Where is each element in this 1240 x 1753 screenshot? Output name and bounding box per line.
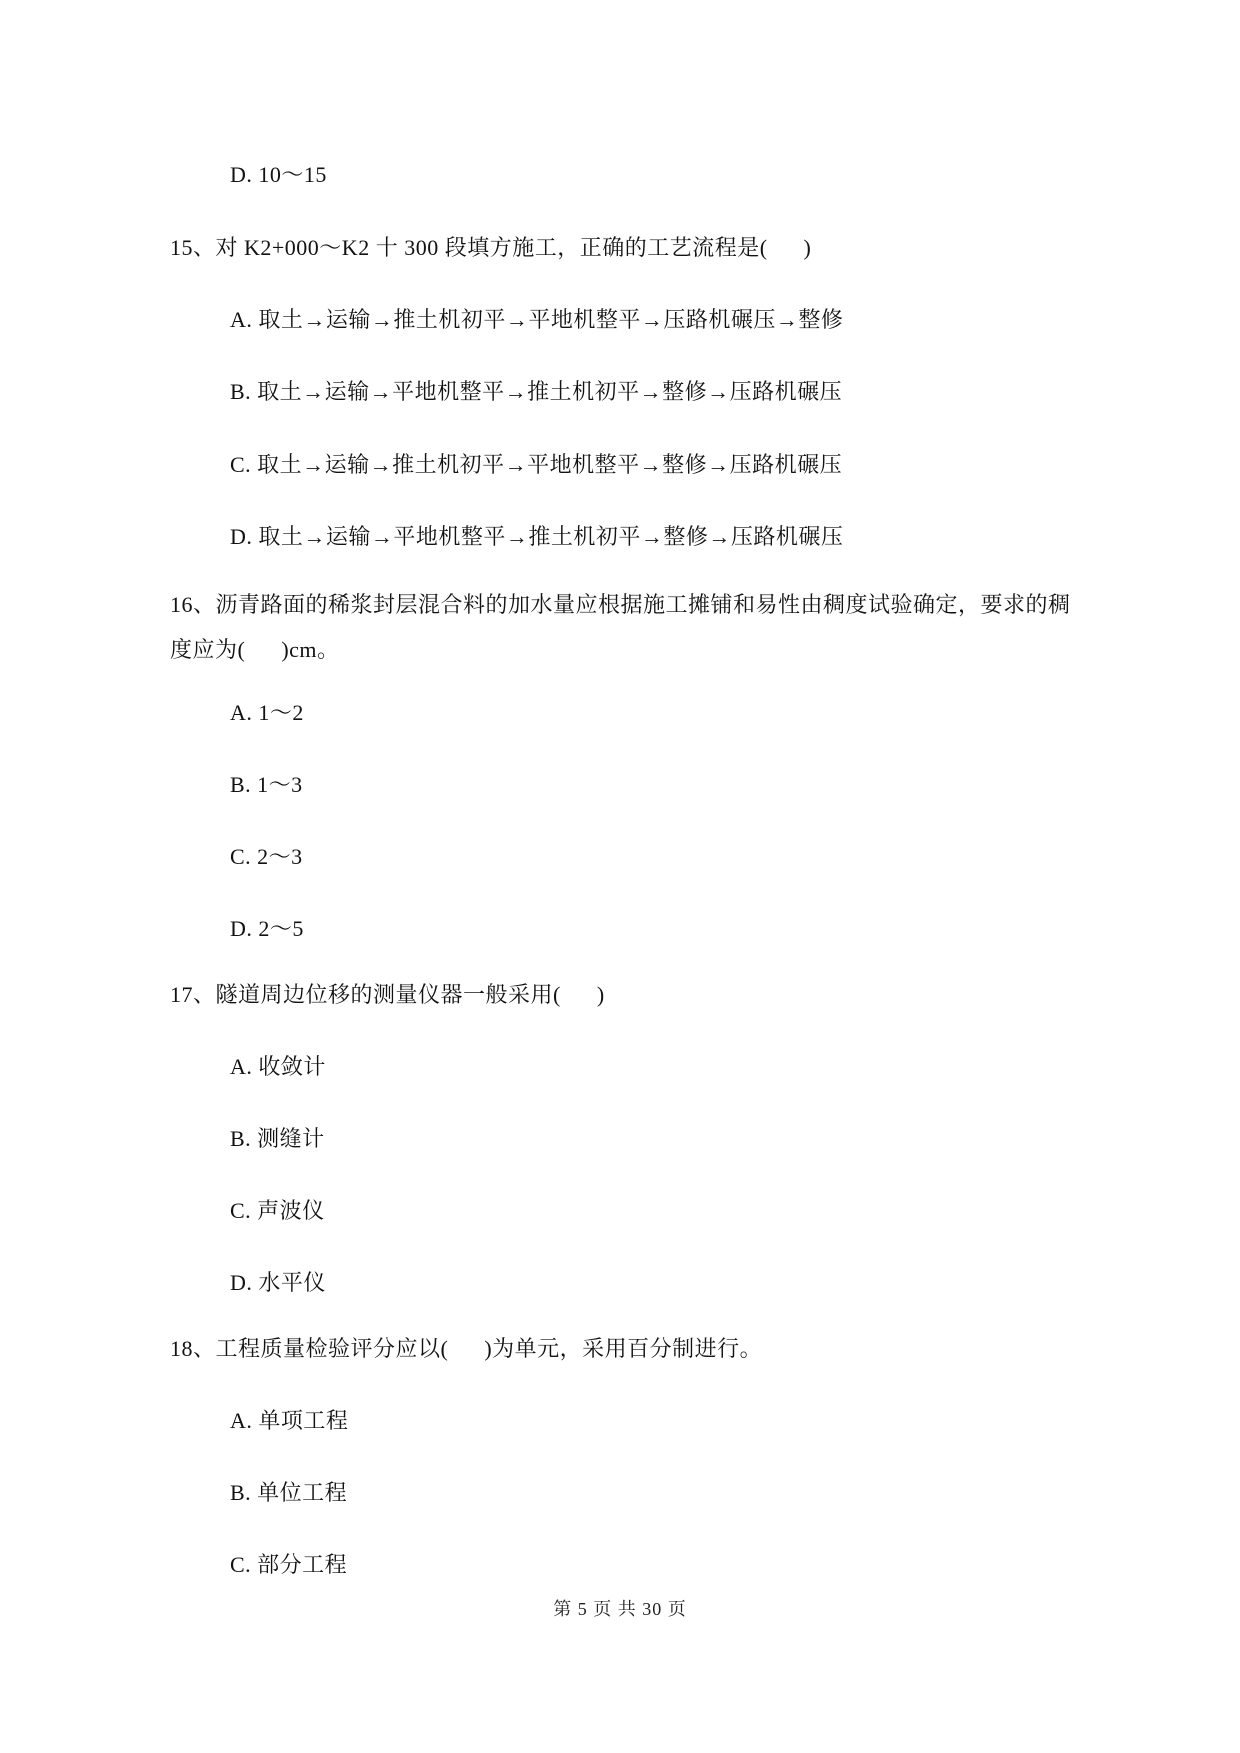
question-15-option-b: B. 取土→运输→平地机整平→推土机初平→整修→压路机碾压 [230, 379, 843, 404]
question-15-stem [170, 233, 811, 263]
question-15-text: 对 K2+000～K2 十 300 段填方施工，正确的工艺流程是( ) [215, 235, 812, 260]
question-18-number: 18、 [170, 1336, 216, 1361]
question-14-option-d: D. 10～15 [230, 162, 327, 187]
question-17-stem [170, 980, 605, 1010]
question-16-stem [170, 582, 1082, 672]
question-15-option-c: C. 取土→运输→推土机初平→平地机整平→整修→压路机碾压 [230, 452, 843, 477]
question-17-option-d: D. 水平仪 [230, 1270, 326, 1295]
question-15-option-a: A. 取土→运输→推土机初平→平地机整平→压路机碾压→整修 [230, 307, 844, 332]
question-15-option-d: D. 取土→运输→平地机整平→推土机初平→整修→压路机碾压 [230, 524, 844, 549]
page-number-indicator: 第 5 页 共 30 页 [553, 1599, 687, 1619]
question-17-option-b: B. 测缝计 [230, 1126, 325, 1151]
question-16-option-b: B. 1～3 [230, 772, 303, 797]
question-18-option-b: B. 单位工程 [230, 1480, 348, 1505]
question-17-number: 17、 [170, 982, 216, 1007]
question-16-option-a: A. 1～2 [230, 700, 304, 725]
question-16-option-c: C. 2～3 [230, 844, 303, 869]
question-16-number: 16、 [170, 592, 216, 617]
question-17-option-a: A. 收敛计 [230, 1054, 326, 1079]
question-17-option-c: C. 声波仪 [230, 1198, 325, 1223]
question-15-number: 15、 [170, 235, 216, 260]
question-18-option-a: A. 单项工程 [230, 1408, 349, 1433]
question-18-option-c: C. 部分工程 [230, 1552, 348, 1577]
question-16-option-d: D. 2～5 [230, 916, 304, 941]
question-17-text: 隧道周边位移的测量仪器一般采用( ) [215, 982, 605, 1007]
question-16-text: 沥青路面的稀浆封层混合料的加水量应根据施工摊铺和易性由稠度试验确定，要求的稠度应为( )cm。 [170, 592, 1071, 662]
question-18-text: 工程质量检验评分应以( )为单元，采用百分制进行。 [215, 1336, 763, 1361]
question-18-stem [170, 1334, 762, 1364]
